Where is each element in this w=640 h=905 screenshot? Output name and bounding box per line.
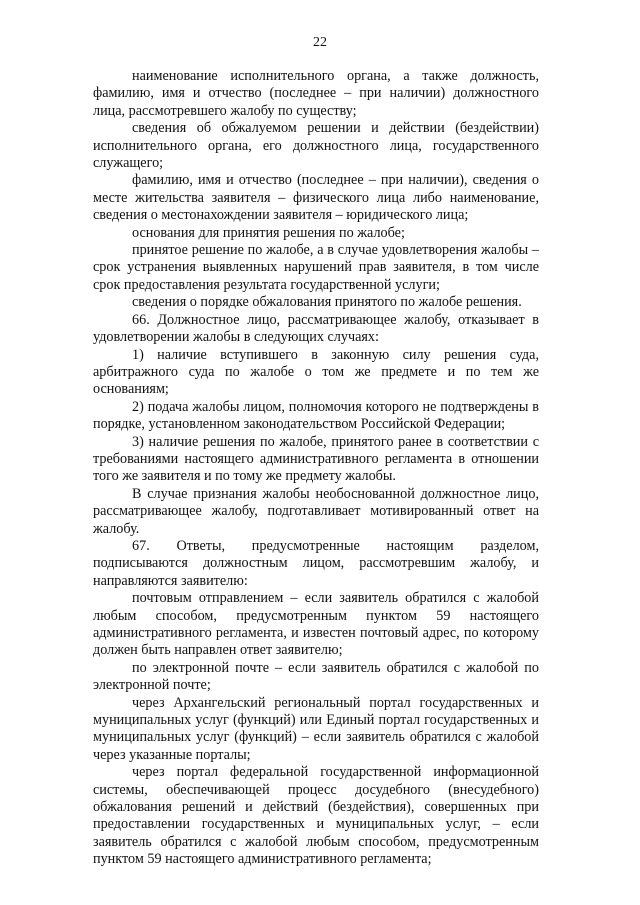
paragraph: основания для принятия решения по жалобе; <box>132 224 405 241</box>
paragraph: сведения об обжалуемом решении и действии (бездействии) исполнительного органа, его должностного лица, государственного служащего; <box>93 120 539 172</box>
page-number: 22 <box>313 35 327 50</box>
paragraph: принятое решение по жалобе, а в случае удовлетворения жалобы – срок устранения выявленных нарушений прав заявителя, в том числе срок предоставления результата государственной услуги; <box>93 242 539 293</box>
paragraph: фамилию, имя и отчество (последнее – при наличии), сведения о месте жительства заявителя – физического лица либо наименование, сведения о местонахождении заявителя – юридического лица; <box>93 172 539 224</box>
paragraph: 67. Ответы, предусмотренные настоящим разделом, подписываются должностным лицом, рассмотревшим жалобу, и направляются заявителю: <box>93 537 539 589</box>
paragraph: сведения о порядке обжалования принятого по жалобе решения. <box>132 294 522 311</box>
paragraph: В случае признания жалобы необоснованной должностное лицо, рассматривающее жалобу, подготавливает мотивированный ответ на жалобу. <box>93 485 539 537</box>
paragraph: через Архангельский региональный портал государственных и муниципальных услуг (функций) или Единый портал государственных и муниципальных услуг (функций) – если заявитель обратился с жалобой через указанные порталы; <box>93 694 539 763</box>
paragraph: 66. Должностное лицо, рассматривающее жалобу, отказывает в удовлетворении жалобы в следующих случаях: <box>93 311 539 346</box>
paragraph: через портал федеральной государственной информационной системы, обеспечивающей процесс досудебного (внесудебного) обжалования решений и действий (бездействия), совершенных при предоставлении государственных и муниципальных услуг, – если заявитель обратился с жалобой любым способом, предусмотренным пунктом 59 настоящего административного регламента; <box>93 764 539 868</box>
paragraph: 3) наличие решения по жалобе, принятого ранее в соответствии с требованиями настоящего административного регламента в отношении того же заявителя и по тому же предмету жалобы. <box>93 433 539 485</box>
paragraph: 1) наличие вступившего в законную силу решения суда, арбитражного суда по жалобе о том же предмете и по тем же основаниям; <box>93 346 539 398</box>
paragraph: наименование исполнительного органа, а также должность, фамилию, имя и отчество (последнее – при наличии) должностного лица, рассмотревшего жалобу по существу; <box>93 68 539 119</box>
paragraph: 2) подача жалобы лицом, полномочия которого не подтверждены в порядке, установленном законодательством Российской Федерации; <box>93 398 539 433</box>
paragraph: почтовым отправлением – если заявитель обратился с жалобой любым способом, предусмотренным пунктом 59 настоящего административного регламента, и известен почтовый адрес, по которому должен быть направлен ответ заявителю; <box>93 590 539 659</box>
paragraph: по электронной почте – если заявитель обратился с жалобой по электронной почте; <box>93 659 539 694</box>
document-body <box>93 68 539 869</box>
